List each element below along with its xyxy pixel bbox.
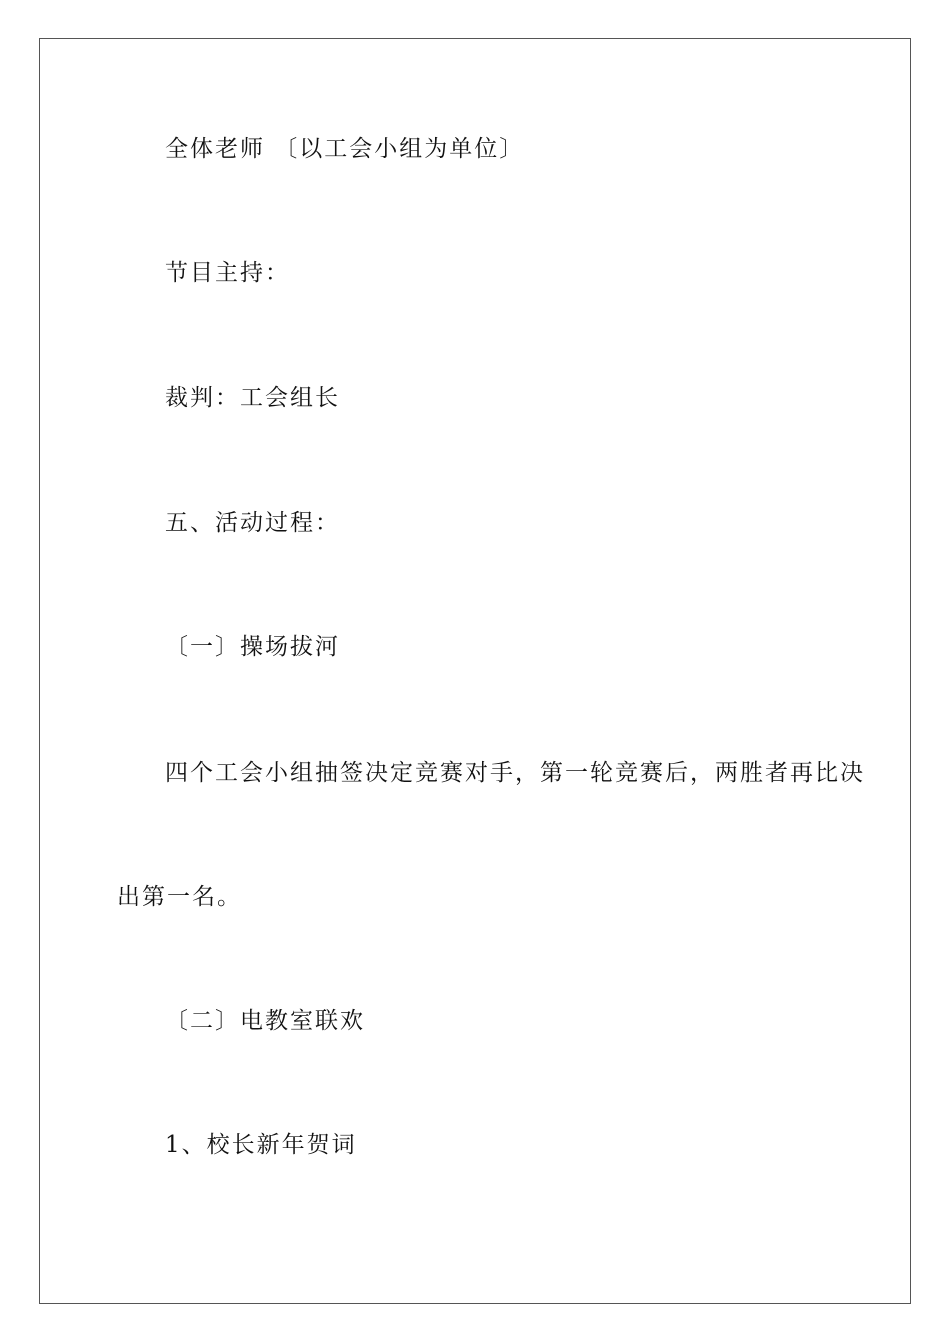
subsection-heading-tug-of-war: 〔一〕操场拔河 <box>165 634 340 660</box>
section-heading-activity-process: 五、活动过程： <box>165 510 340 536</box>
host-line: 节目主持： <box>165 260 290 286</box>
paragraph-line-continued: 出第一名。 <box>117 884 242 910</box>
participants-line: 全体老师 〔以工会小组为单位〕 <box>165 136 525 162</box>
paragraph-line: 四个工会小组抽签决定竞赛对手，第一轮竞赛后，两胜者再比决 <box>165 760 865 786</box>
page-border <box>39 38 911 1304</box>
referee-line: 裁判：工会组长 <box>165 385 340 411</box>
subsection-heading-party: 〔二〕电教室联欢 <box>165 1008 365 1034</box>
list-item: 1、校长新年贺词 <box>165 1132 357 1158</box>
